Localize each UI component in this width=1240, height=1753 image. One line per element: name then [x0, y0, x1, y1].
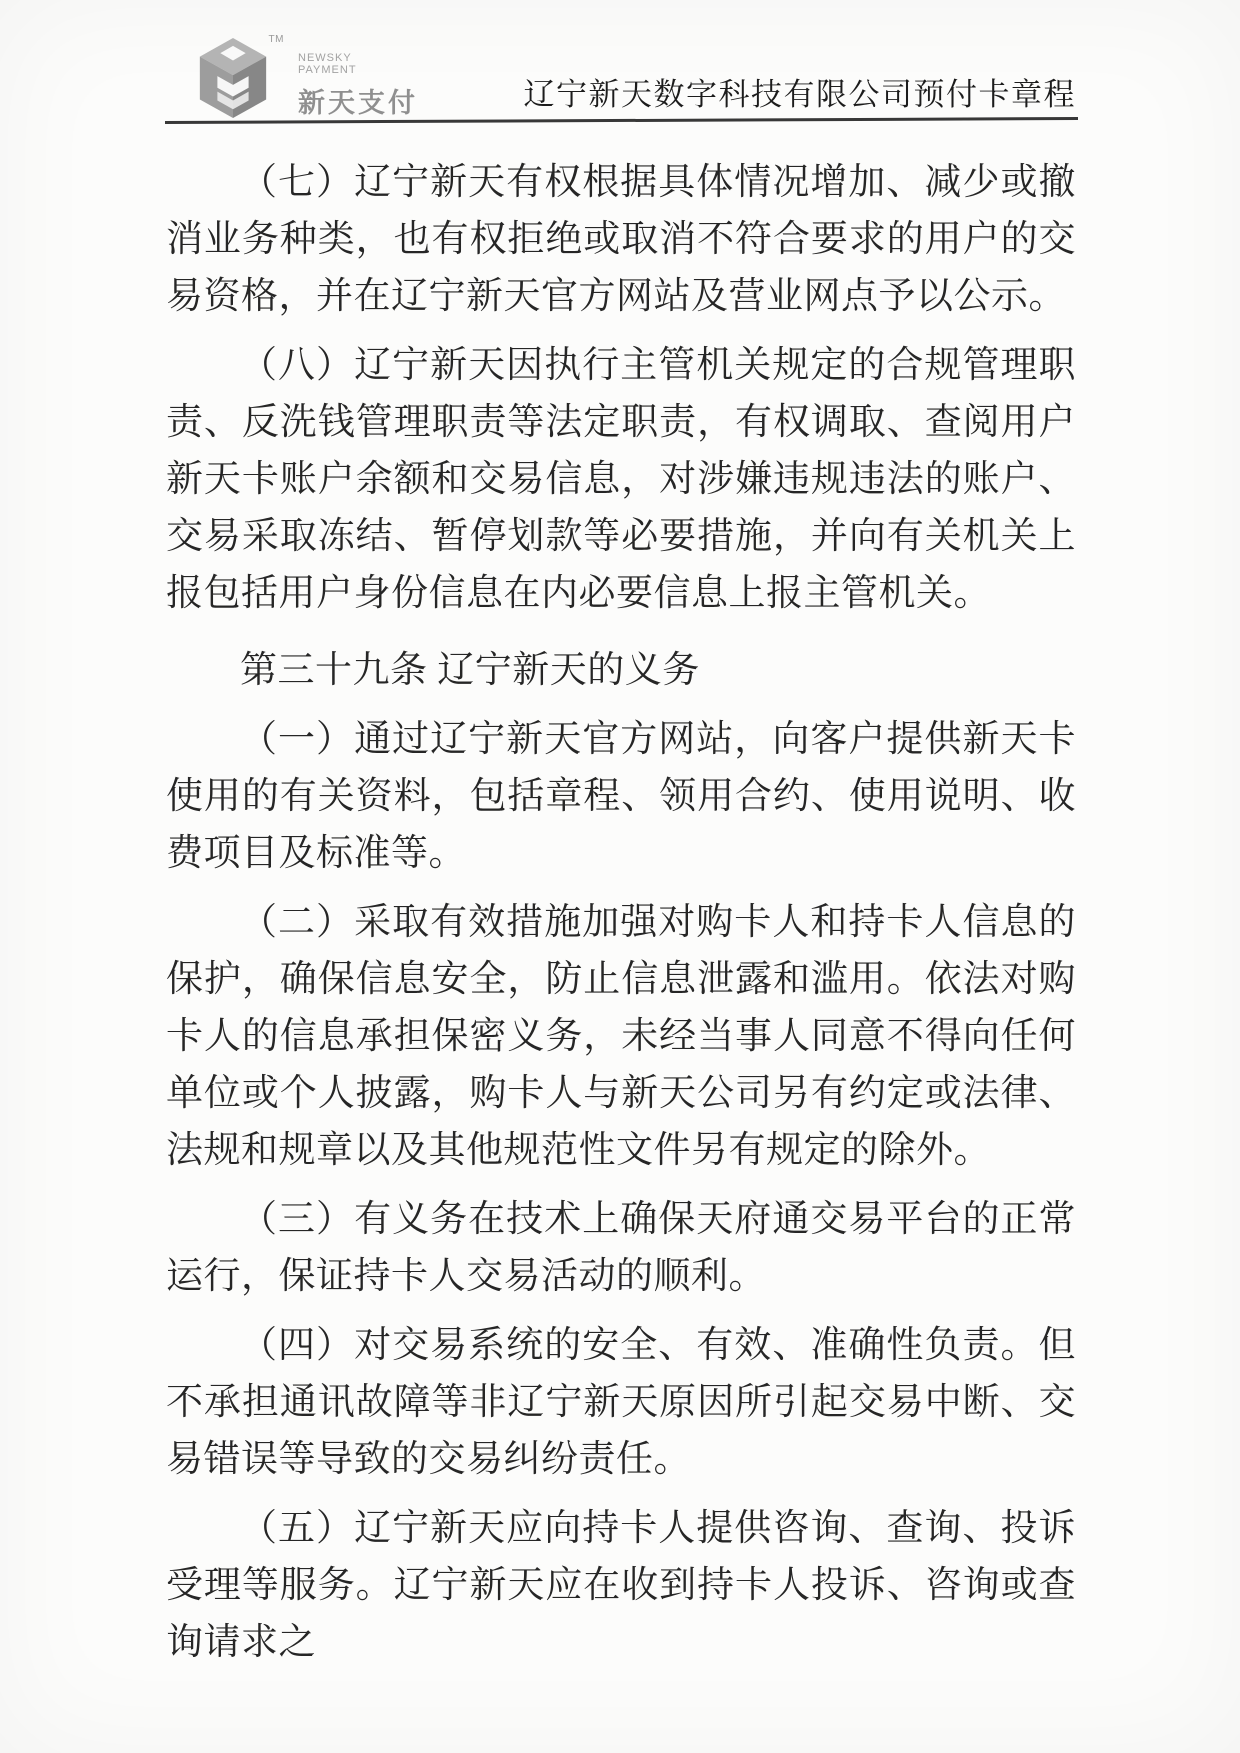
logo-brand-cn: 新天支付: [298, 88, 418, 118]
article-39-heading: 第三十九条 辽宁新天的义务: [240, 650, 700, 691]
logo-brand-en-line1: NEWSKY: [298, 52, 352, 64]
page-header: [0, 0, 1240, 122]
paragraph-clause-8: （八）辽宁新天因执行主管机关规定的合规管理职责、反洗钱管理职责等法定职责，有权调取、查阅用户新天卡账户余额和交易信息，对涉嫌违规违法的账户、交易采取冻结、暂停划款等必要措施，并向有关机关上报包括用户身份信息在内必要信息上报主管机关。: [166, 345, 1076, 614]
logo-text: [298, 36, 418, 120]
paragraph-obligation-2: （二）采取有效措施加强对购卡人和持卡人信息的保护，确保信息安全，防止信息泄露和滥用。依法对购卡人的信息承担保密义务，未经当事人同意不得向任何单位或个人披露，购卡人与新天公司另有约定或法律、法规和规章以及其他规范性文件另有规定的除外。: [166, 902, 1076, 1171]
company-logo: [194, 36, 418, 122]
paragraph-clause-7: （七）辽宁新天有权根据具体情况增加、减少或撤消业务种类，也有权拒绝或取消不符合要求的用户的交易资格，并在辽宁新天官方网站及营业网点予以公示。: [166, 162, 1076, 317]
paragraph-obligation-4: （四）对交易系统的安全、有效、准确性负责。但不承担通讯故障等非辽宁新天原因所引起交易中断、交易错误等导致的交易纠纷责任。: [166, 1325, 1076, 1480]
paragraph-obligation-3: （三）有义务在技术上确保天府通交易平台的正常运行，保证持卡人交易活动的顺利。: [166, 1199, 1076, 1297]
paragraph-obligation-1: （一）通过辽宁新天官方网站，向客户提供新天卡使用的有关资料，包括章程、领用合约、使用说明、收费项目及标准等。: [166, 719, 1076, 874]
paragraph-obligation-5: （五）辽宁新天应向持卡人提供咨询、查询、投诉受理等服务。辽宁新天应在收到持卡人投诉、咨询或查询请求之: [166, 1508, 1076, 1663]
newsky-cube-icon: [194, 34, 284, 122]
header-doc-title: 辽宁新天数字科技有限公司预付卡章程: [523, 77, 1076, 112]
trademark-symbol: TM: [268, 34, 284, 45]
document-body: [166, 122, 1076, 1671]
logo-brand-en-line2: PAYMENT: [298, 64, 357, 76]
